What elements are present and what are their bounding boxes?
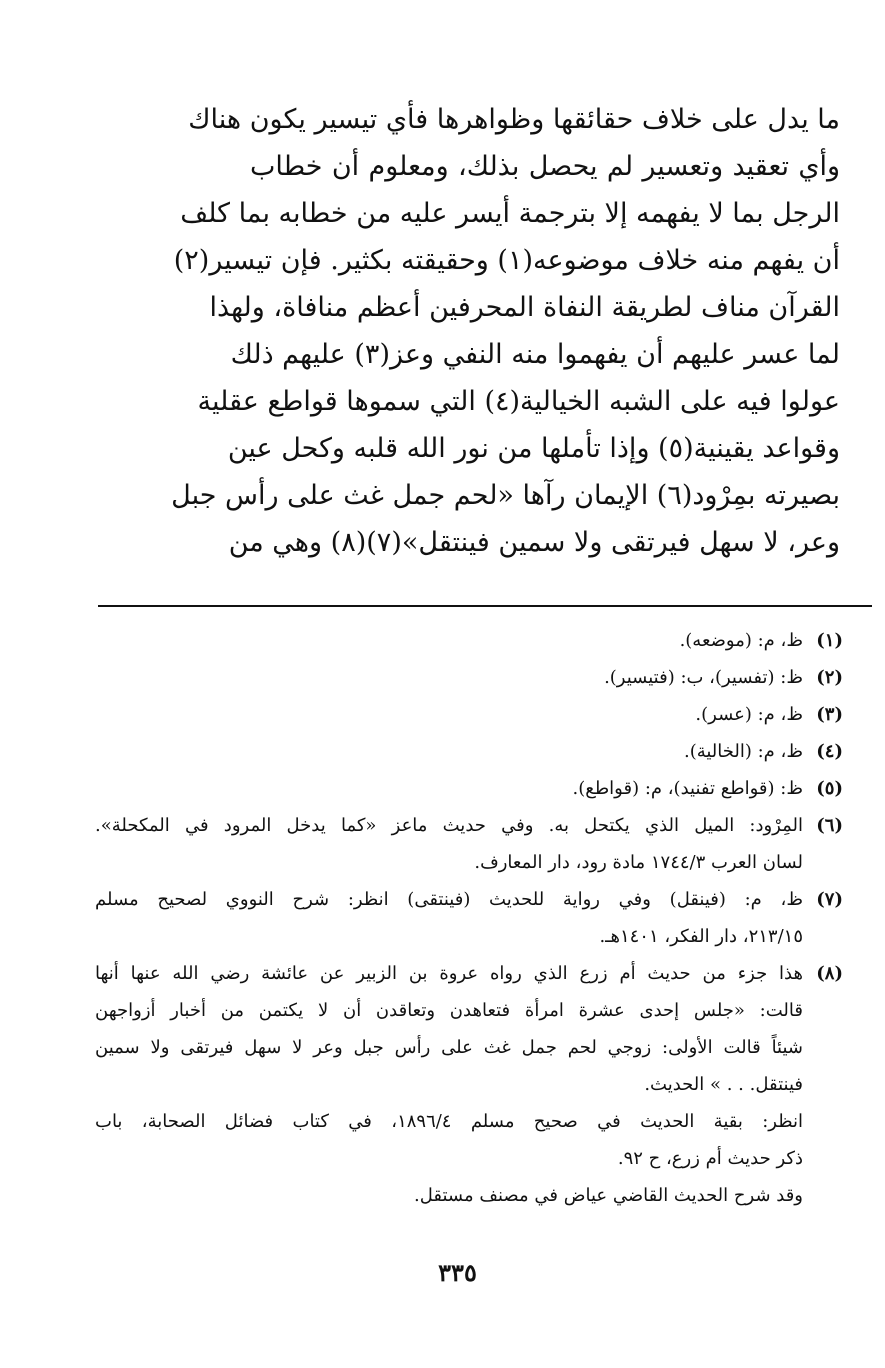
footnote-number: (١) [816, 630, 843, 651]
footnote-6 [95, 807, 843, 881]
main-text-line: بصيرته بمِرْود(٦) الإيمان رآها «لحم جمل غث على رأس جبل [171, 480, 840, 511]
footnote-5 [95, 770, 843, 807]
footnote-line: ظ، م: (فينقل) وفي رواية للحديث (فينتقى) انظر: شرح النووي لصحيح مسلم [95, 889, 803, 910]
footnote-7 [95, 881, 843, 955]
footnote-line: المِرْود: الميل الذي يكتحل به. وفي حديث ماعز «كما يدخل المرود في المكحلة». [95, 815, 803, 836]
footnote-number: (٢) [816, 667, 843, 688]
page-number: ٣٣٥ [438, 1258, 477, 1287]
main-text-block [171, 96, 840, 566]
main-text-line: الرجل بما لا يفهمه إلا بترجمة أيسر عليه من خطابه بما كلف [180, 198, 840, 229]
footnote-line: لسان العرب ١٧٤٤/٣ مادة رود، دار المعارف. [474, 852, 803, 873]
footnote-body [95, 622, 803, 659]
footnote-1 [95, 622, 843, 659]
footnote-number: (٥) [816, 778, 843, 799]
footnote-line: ظ: (قواطع تفنيد)، م: (قواطع). [572, 778, 803, 799]
footnote-number: (٣) [816, 704, 843, 725]
main-text-line: لما عسر عليهم أن يفهموا منه النفي وعز(٣) عليهم ذلك [230, 339, 840, 370]
footnote-number: (٦) [816, 815, 843, 836]
footnote-body [95, 881, 803, 955]
main-text-line: وأي تعقيد وتعسير لم يحصل بذلك، ومعلوم أن خطاب [250, 151, 840, 182]
footnote-body [95, 770, 803, 807]
footnote-8 [95, 955, 843, 1214]
main-text-line: وعر، لا سهل فيرتقى ولا سمين فينتقل»(٧)(٨) وهي من [228, 527, 840, 558]
footnote-line: ظ، م: (موضعه). [679, 630, 803, 651]
footnote-number: (٤) [816, 741, 843, 762]
main-text-line: أن يفهم منه خلاف موضوعه(١) وحقيقته بكثير. فإن تيسير(٢) [173, 245, 840, 276]
footnote-body [95, 696, 803, 733]
main-text-line: ما يدل على خلاف حقائقها وظواهرها فأي تيسير يكون هناك [188, 104, 840, 135]
footnote-line: ظ: (تفسير)، ب: (فتيسير). [604, 667, 803, 688]
footnote-line: ٢١٣/١٥، دار الفكر، ١٤٠١هـ. [599, 926, 803, 947]
footnote-line: شيئاً قالت الأولى: زوجي لحم جمل غث على رأس جبل وعر لا سهل فيرتقى ولا سمين [95, 1037, 803, 1058]
footnote-separator-rule [98, 605, 872, 607]
footnote-line: ظ، م: (عسر). [695, 704, 803, 725]
footnote-number: (٨) [816, 963, 843, 984]
footnote-body [95, 955, 803, 1214]
footnote-3 [95, 696, 843, 733]
footnote-4 [95, 733, 843, 770]
footnote-line: ظ، م: (الخالية). [683, 741, 803, 762]
main-text-line: عولوا فيه على الشبه الخيالية(٤) التي سموها قواطع عقلية [197, 386, 840, 417]
footnote-number: (٧) [816, 889, 843, 910]
footnote-body [95, 807, 803, 881]
footnote-2 [95, 659, 843, 696]
footnote-line: انظر: بقية الحديث في صحيح مسلم ١٨٩٦/٤، في كتاب فضائل الصحابة، باب [95, 1111, 803, 1132]
footnotes-block [95, 622, 843, 1214]
footnote-body [95, 659, 803, 696]
footnote-line: قالت: «جلس إحدى عشرة امرأة فتعاهدن وتعاقدن أن لا يكتمن من أخبار أزواجهن [95, 1000, 803, 1021]
footnote-body [95, 733, 803, 770]
footnote-line: فينتقل. . . » الحديث. [644, 1074, 803, 1095]
main-text-line: وقواعد يقينية(٥) وإذا تأملها من نور الله قلبه وكحل عين [227, 433, 840, 464]
footnote-line: وقد شرح الحديث القاضي عياض في مصنف مستقل. [414, 1185, 803, 1206]
footnote-line: هذا جزء من حديث أم زرع الذي رواه عروة بن الزبير عن عائشة رضي الله عنها أنها [95, 963, 803, 984]
footnote-line: ذكر حديث أم زرع، ح ٩٢. [617, 1148, 803, 1169]
main-text-line: القرآن مناف لطريقة النفاة المحرفين أعظم منافاة، ولهذا [209, 292, 840, 323]
